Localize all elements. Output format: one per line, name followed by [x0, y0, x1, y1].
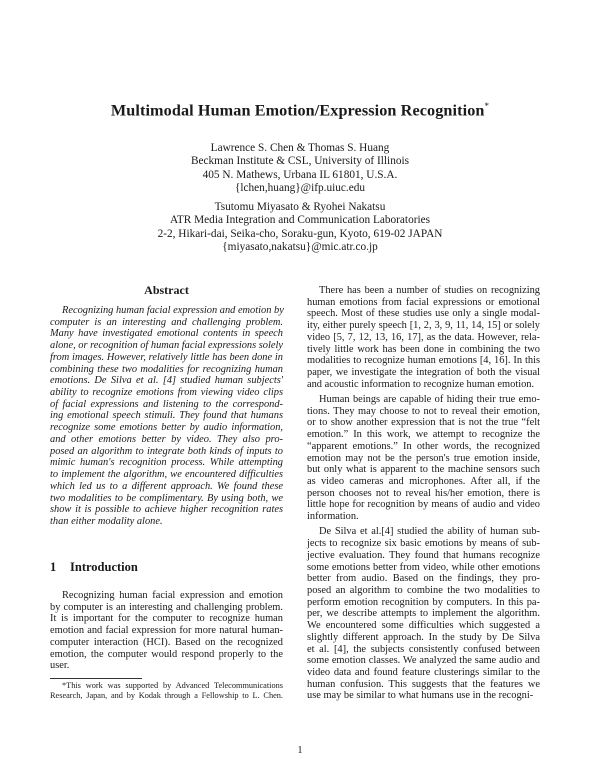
text-line: mimic human's recognition process. While attempting: [50, 457, 283, 469]
text-line: video [5, 7, 12, 13, 16, 17], as the data. However, rela-: [307, 331, 540, 343]
author-affiliation: Beckman Institute & CSL, University of Illinois: [190, 155, 410, 168]
text-line: emotion may not be the person's true emotion inside,: [307, 452, 540, 464]
text-line: It is important for the computer to recognize human: [50, 613, 283, 625]
footnote-rule: [50, 678, 142, 679]
intro-paragraph: [50, 590, 283, 672]
text-line: which led us to a different approach. We found these: [50, 480, 283, 492]
text-line: recognize some emotions better by audio information,: [50, 422, 283, 434]
author-email: {lchen,huang}@ifp.uiuc.edu: [234, 182, 366, 195]
text-line: De Silva et al.[4] studied the ability of human sub-: [319, 526, 540, 538]
text-line: but only what is apparent to the machine sensors such: [307, 464, 540, 476]
section-heading: [50, 560, 138, 575]
text-line: use may be similar to what humans use in the recogni-: [307, 690, 534, 702]
section-title: Introduction: [70, 560, 138, 574]
paper-title: [0, 101, 600, 120]
text-line: “apparent emotions.” In other words, the recognized: [307, 440, 540, 452]
text-line: or to show another expression that is not the true “felt: [307, 417, 540, 429]
page-number: 1: [297, 745, 303, 756]
title-text: Multimodal Human Emotion/Expression Recognition: [110, 101, 485, 120]
text-line: jects to recognize six basic emotions by means of sub-: [307, 538, 540, 550]
section-number: 1: [50, 560, 57, 574]
text-line: posed an algorithm to integrate both kinds of inputs to: [50, 445, 283, 457]
text-line: computer interaction (HCI). Based on the recognized: [50, 636, 283, 648]
text-line: of facial expressions and listening to the correspond-: [50, 398, 283, 410]
text-line: human emotions from facial expressions or emotional: [307, 296, 540, 308]
text-line: tively little work has been done in combining the two: [307, 343, 540, 355]
text-line: some emotion classes. We analyzed the same audio and: [307, 655, 540, 667]
text-line: alone, or recognition of human facial expressions solely: [50, 340, 283, 352]
text-line: and acoustic information to recognize human emotion.: [307, 378, 535, 390]
author-names: Tsutomu Miyasato & Ryohei Nakatsu: [214, 201, 386, 213]
text-line: ability to recognize emotions from viewing video clips: [50, 387, 283, 399]
text-line: per, we describe attempts to implement the algorithm.: [307, 608, 540, 620]
text-line: Human beings are capable of hiding their true emo-: [319, 393, 540, 405]
text-line: *This work was supported by Advanced Telecommunications: [62, 681, 283, 690]
author-names: Lawrence S. Chen & Thomas S. Huang: [210, 142, 390, 154]
right-column: [307, 285, 540, 706]
text-line: two modalities to be complimentary. By using both, we: [50, 492, 283, 504]
text-line: combining these two modalities for recognizing human: [50, 363, 283, 375]
title-footnote-mark: *: [484, 101, 490, 111]
text-line: emotion and facial expression for more natural human-: [50, 625, 283, 637]
text-line: computer is an interesting and challenging problem.: [50, 316, 283, 328]
text-line: information.: [307, 511, 359, 523]
text-line: We encountered some difficulties which suggested a: [307, 620, 540, 632]
text-line: Recognizing human facial expression and emotion by: [62, 305, 284, 316]
text-line: speech. Most of these studies use only a single modal-: [307, 308, 540, 320]
text-line: jective evaluation. They found that humans recognize: [307, 549, 540, 561]
text-line: show it is possible to achieve higher recognition rates: [50, 504, 283, 516]
author-affiliation: 405 N. Mathews, Urbana IL 61801, U.S.A.: [202, 168, 398, 181]
text-line: tions. They may choose to not to reveal their emotion,: [307, 405, 540, 417]
paragraph: [307, 526, 540, 702]
text-line: Many have investigated emotional contents in speech: [50, 328, 283, 340]
paragraph: [307, 285, 540, 390]
text-line: emotion.” In this work, we attempt to recognize the: [307, 429, 540, 441]
text-line: There has been a number of studies on recognizing: [319, 285, 540, 296]
footnote: [50, 681, 283, 700]
abstract-heading: Abstract: [144, 283, 189, 297]
author-block-1: [0, 142, 600, 196]
text-line: to implement the algorithm, we encountered difficulties: [50, 469, 283, 481]
text-line: posed an algorithm to combine the two modalities to: [307, 584, 540, 596]
text-line: slightly different approach. In the study by De Silva: [307, 631, 540, 643]
text-line: emotion, the computer would respond properly to the: [50, 648, 283, 660]
text-line: Research, Japan, and by Kodak through a Fellowship to L. Chen.: [50, 690, 283, 700]
text-line: et al. [4], the subjects consistently confused between: [307, 643, 540, 655]
text-line: video data and found feature clusterings similar to the: [307, 667, 540, 678]
author-email: {miyasato,nakatsu}@mic.atr.co.jp: [222, 241, 378, 254]
text-line: better from audio. Based on the findings, they pro-: [307, 573, 540, 585]
text-line: human confusion. This suggests that the features we: [307, 678, 540, 690]
author-block-2: [0, 201, 600, 255]
text-line: by computer is an interesting and challenging problem.: [50, 601, 283, 613]
text-line: little hope for recognition by means of audio and video: [307, 499, 540, 511]
text-line: and other emotions better by video. They also pro-: [50, 433, 283, 445]
text-line: as video cameras and microphones. After all, if the: [307, 476, 540, 487]
paragraph: [307, 394, 540, 523]
text-line: ity, either purely speech [1, 2, 3, 9, 11, 14, 15] or solely: [307, 320, 540, 332]
text-line: Recognizing human facial expression and emotion: [62, 590, 283, 601]
text-line: perform emotion recognition by computers. In this pa-: [307, 596, 540, 608]
abstract-body: [50, 305, 283, 528]
text-line: from images. However, relatively little has been done in: [50, 351, 283, 363]
text-line: some emotions better from video, while other emotions: [307, 561, 540, 573]
text-line: user.: [50, 660, 70, 672]
author-affiliation: ATR Media Integration and Communication Laboratories: [169, 214, 431, 227]
text-line: modalities to recognize human emotions [4, 16]. In this: [307, 355, 540, 367]
text-line: than either modality alone.: [50, 515, 163, 527]
author-affiliation: 2-2, Hikari-dai, Seika-cho, Soraku-gun, Kyoto, 619-02 JAPAN: [157, 227, 443, 240]
text-line: paper, we investigate the integration of both the visual: [307, 367, 540, 379]
text-line: ing emotional speech stimuli. They found that humans: [50, 410, 283, 422]
text-line: emotions. De Silva et al. [4] studied human subjects': [50, 375, 283, 387]
text-line: person chooses not to reveal his/her emotion, there is: [307, 487, 540, 499]
